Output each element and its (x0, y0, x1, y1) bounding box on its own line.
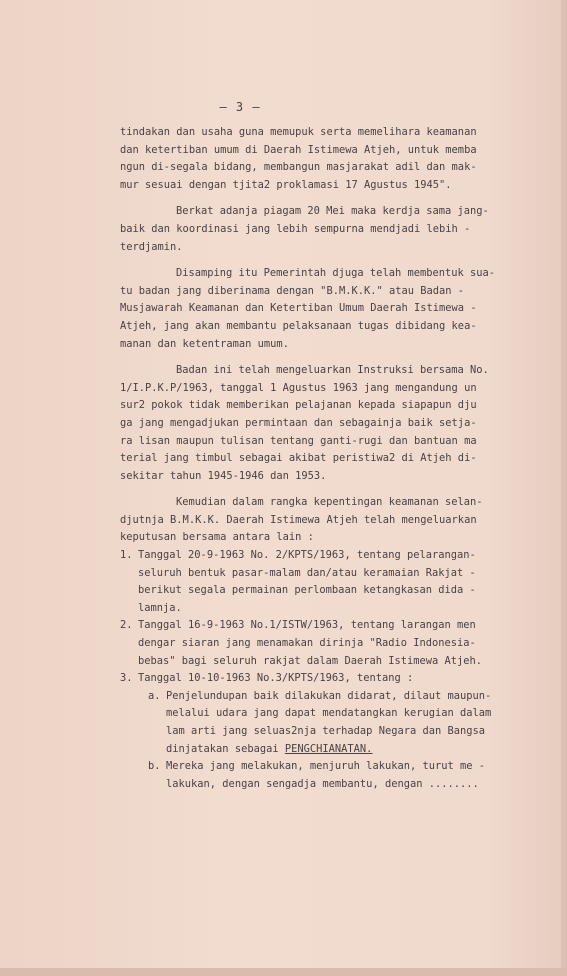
text-line: berikut segala permainan perlombaan ketangkasan dida - (138, 584, 476, 597)
text-line: melalui udara jang dapat mendatangkan kerugian dalam (166, 707, 492, 720)
list-item (120, 547, 562, 617)
list-number: 2. (120, 619, 133, 632)
text-line: manan dan ketentraman umum. (120, 337, 289, 350)
text-line: ra lisan maupun tulisan tentang ganti-rugi dan bantuan ma (120, 434, 477, 447)
text-line: Tanggal 20-9-1963 No. 2/KPTS/1963, tentang pelarangan- (138, 549, 476, 562)
text-span: dinjatakan sebagai (166, 742, 285, 755)
sub-list-label: b. (148, 760, 161, 773)
text-line (166, 741, 491, 759)
text-line: Kemudian dalam rangka kepentingan keamanan selan- (176, 496, 483, 509)
text-line: Disamping itu Pemerintah djuga telah membentuk sua- (176, 267, 496, 280)
paragraph (120, 494, 562, 547)
text-line: baik dan koordinasi jang lebih sempurna mendjadi lebih - (120, 222, 471, 235)
text-line: Penjelundupan baik dilakukan didarat, dilaut maupun- (166, 689, 492, 702)
text-line: keputusan bersama antara lain : (120, 531, 314, 544)
text-line: sekitar tahun 1945-1946 dan 1953. (120, 469, 327, 482)
text-line: Tanggal 10-10-1963 No.3/KPTS/1963, tentang : (138, 672, 414, 685)
sub-list-item (120, 688, 562, 758)
text-line: Badan ini telah mengeluarkan Instruksi bersama No. (176, 364, 489, 377)
sub-list-label: a. (148, 689, 161, 702)
list-number: 3. (120, 672, 133, 685)
text-line: Atjeh, jang akan membantu pelaksanaan tugas dibidang kea- (120, 319, 477, 332)
text-line: lam arti jang seluas2nja terhadap Negara dan Bangsa (166, 725, 486, 737)
text-line: ga jang mengadjukan permintaan dan sebagainja baik setja- (120, 416, 477, 429)
text-line: lakukan, dengan sengadja membantu, dengan ........ (166, 777, 479, 790)
text-line: bebas" bagi seluruh rakjat dalam Daerah Istimewa Atjeh. (138, 654, 483, 667)
page-number: — 3 — (219, 100, 261, 114)
document-body (120, 124, 562, 793)
underlined-term: PENGCHIANATAN. (284, 742, 373, 755)
text-line: dengar siaran jang menamakan dirinja "Radio Indonesia- (138, 637, 476, 650)
paragraph (120, 362, 562, 485)
text-line: terial jang timbul sebagai akibat peristiwa2 di Atjeh di- (120, 452, 477, 465)
paragraph (120, 265, 562, 353)
text-line: ngun di-segala bidang, membangun masjarakat adil dan mak- (120, 161, 477, 174)
text-line: tindakan dan usaha guna memupuk serta memelihara keamanan (120, 126, 477, 138)
text-line: djutnja B.M.K.K. Daerah Istimewa Atjeh telah mengeluarkan (120, 513, 477, 526)
text-line: terdjamin. (120, 240, 183, 253)
text-line: Mereka jang melakukan, menjuruh lakukan, turut me - (166, 760, 486, 773)
text-line: lamnja. (138, 601, 182, 614)
page-edge-bottom (0, 968, 567, 976)
text-line: Musjawarah Keamanan dan Ketertiban Umum Daerah Istimewa - (120, 302, 477, 315)
text-line: 1/I.P.K.P/1963, tanggal 1 Agustus 1963 jang mengandung un (120, 381, 477, 394)
text-line: sur2 pokok tidak memberikan pelajanan kepada siapapun dju (120, 399, 477, 412)
text-line: Tanggal 16-9-1963 No.1/ISTW/1963, tentang larangan men (138, 619, 476, 632)
paragraph (120, 124, 562, 194)
text-line: dan ketertiban umum di Daerah Istimewa Atjeh, untuk memba (120, 143, 477, 156)
sub-list-item (120, 758, 562, 793)
text-line: mur sesuai dengan tjita2 proklamasi 17 Agustus 1945". (120, 178, 452, 191)
text-line: Berkat adanja piagam 20 Mei maka kerdja sama jang- (176, 205, 489, 218)
text-line: seluruh bentuk pasar-malam dan/atau keramaian Rakjat - (138, 566, 476, 579)
text-line: tu badan jang diberinama dengan "B.M.K.K." atau Badan - (120, 284, 465, 297)
list-item (120, 670, 562, 688)
paragraph (120, 203, 562, 256)
list-number: 1. (120, 549, 133, 562)
list-item (120, 617, 562, 670)
